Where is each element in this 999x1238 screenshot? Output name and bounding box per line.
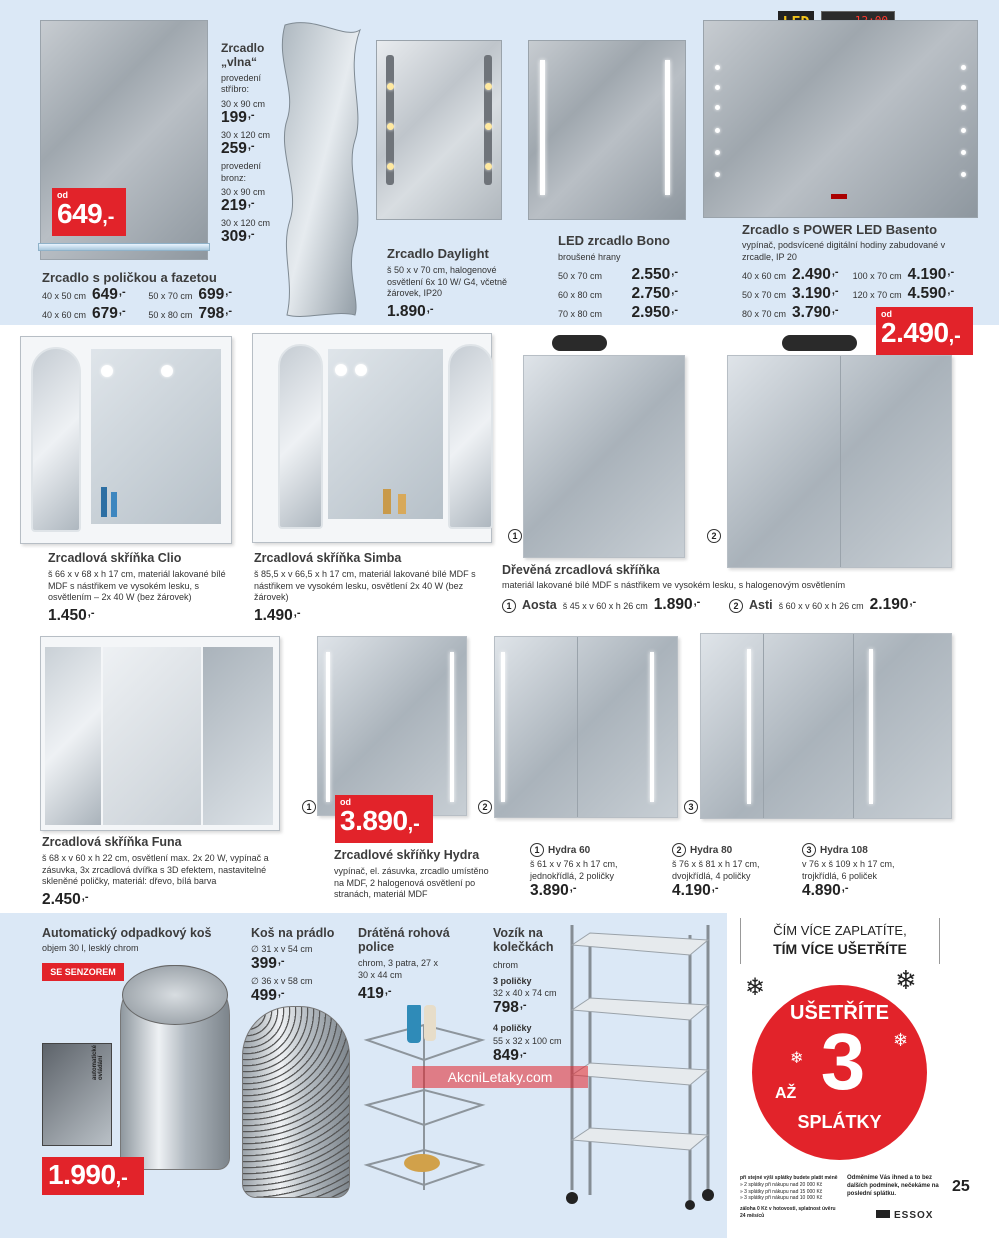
clio-cabinet-image [20, 336, 232, 544]
size-label: 40 x 50 cm [42, 291, 87, 301]
price-tag[interactable]: od 3.890,- [335, 795, 433, 843]
variant-name: Hydra 80 [690, 845, 733, 856]
variant-name: Aosta [522, 598, 557, 612]
variant-description: š 76 x š 81 x h 17 cm, dvojkřídlá, 4 poličky [672, 859, 760, 881]
hydra-variant [802, 843, 932, 900]
size-price: 3.790 ,- [792, 304, 839, 322]
fine-print [740, 1175, 840, 1220]
snowflake-icon: ❄ [745, 974, 766, 1001]
variant-price: 1.890 ,- [654, 596, 701, 614]
product-title: Zrcadlové skříňky Hydra [334, 848, 480, 862]
product-description: chrom, 3 patra, 27 x 30 x 44 cm [358, 958, 439, 980]
size-price: 499 ,- [251, 987, 285, 1005]
tag-price: 1.990 [48, 1159, 116, 1190]
option-price: 849 ,- [493, 1047, 527, 1065]
product-title: Zrcadlová skříňka Funa [42, 835, 182, 849]
size-price: 309 ,- [221, 228, 283, 246]
reward-text: Odměníme Vás ihned a to bez dalších podmínek, nečekáme na poslední splátku. [847, 1175, 939, 1197]
glass-shelf [38, 243, 210, 251]
simba-cabinet-image [252, 333, 492, 543]
product-title: Zrcadlová skříňka Simba [254, 551, 402, 565]
product-price: 1.890 ,- [387, 303, 434, 321]
size-option [853, 285, 955, 303]
size-label: 50 x 70 cm [148, 291, 193, 301]
size-label: 60 x 80 cm [558, 290, 603, 300]
size-price: 2.490 ,- [792, 266, 839, 284]
led-strip [665, 60, 670, 195]
size-price: 3.190 ,- [792, 285, 839, 303]
fine-line: při stejné výši splátky budete platit méně [740, 1175, 838, 1181]
snowflake-icon: ❄ [895, 965, 917, 995]
product-title: Dřevěná zrcadlová skříňka [502, 563, 660, 577]
size-option [742, 266, 839, 284]
promo-number: 3 [820, 1017, 866, 1106]
size-price: 699 ,- [198, 286, 232, 304]
option-label: 4 poličky [493, 1023, 532, 1033]
promo-upto: AŽ [775, 1085, 797, 1102]
cart-image [560, 915, 720, 1210]
promo-line1: ČÍM VÍCE ZAPLATÍTE, [773, 923, 907, 938]
product-description: š 85,5 x v 66,5 x h 17 cm, materiál lakované bílé MDF s nástřikem ve vysokém lesku, osvětlení 2x 40 W (bez žárovek) [254, 569, 476, 603]
size-price: 4.190 ,- [908, 266, 955, 284]
number-marker: 1 [530, 843, 544, 857]
product-title: Zrcadlo Daylight [387, 246, 489, 261]
product-info [221, 42, 283, 246]
od-label: od [881, 309, 892, 319]
variant-dimensions: š 45 x v 60 x h 26 cm [562, 601, 648, 611]
product-title: Koš na prádlo [251, 926, 335, 940]
product-title: Zrcadlo [221, 41, 265, 55]
option-dimensions: 55 x 32 x 100 cm [493, 1036, 562, 1046]
size-label: 50 x 80 cm [148, 310, 193, 320]
size-label: 100 x 70 cm [852, 271, 902, 281]
inset-caption: automatické ovládání [92, 1044, 104, 1080]
led-strip [540, 60, 545, 195]
variant-asti [729, 596, 916, 614]
size-price: 399 ,- [251, 955, 285, 973]
hydra-108-image [700, 633, 952, 819]
size-label: 30 x 120 cm [221, 129, 271, 140]
product-description: vypínač, el. zásuvka, zrcadlo umístěno na MDF, 2 halogenová osvětlení po stranách, materiál MDF [334, 866, 489, 900]
halogen-lights [380, 55, 498, 200]
size-price: 798 ,- [198, 305, 232, 323]
tag-price: 649 [57, 198, 103, 229]
product-description: materiál lakované bílé MDF s nástřikem ve vysokém lesku, s halogenovým osvětlením [502, 580, 846, 590]
lamp-icon [552, 335, 607, 351]
product-description: chrom [493, 960, 519, 970]
number-marker: 2 [729, 599, 743, 613]
variant-price: 2.190 ,- [870, 596, 917, 614]
essox-mark-icon [876, 1210, 890, 1218]
price-tag[interactable]: 1.990,- [42, 1157, 144, 1195]
size-option [558, 304, 678, 322]
hydra-variant [530, 843, 660, 900]
size-label: 40 x 60 cm [742, 271, 787, 281]
size-price: 4.590 ,- [908, 285, 955, 303]
bono-mirror-image [528, 40, 686, 220]
size-option [742, 304, 839, 322]
size-label: 80 x 70 cm [742, 309, 787, 319]
hydra-variant [672, 843, 792, 900]
essox-logo [876, 1210, 933, 1221]
variant-aosta [502, 596, 700, 614]
size-label: 120 x 70 cm [852, 290, 902, 300]
fine-line: » 3 splátky při nákupu nad 10 000 Kč [740, 1195, 823, 1202]
size-price: 199 ,- [221, 109, 283, 127]
led-dots [703, 20, 978, 218]
variant-name: Hydra 60 [548, 845, 591, 856]
number-marker: 2 [707, 529, 721, 543]
number-marker: 1 [502, 599, 516, 613]
product-title: Zrcadlo s poličkou a fazetou [42, 270, 217, 285]
promo-save: UŠETŘÍTE [790, 1002, 889, 1024]
size-price: 649 ,- [92, 286, 126, 304]
tag-price: 2.490 [881, 317, 949, 348]
size-option [42, 305, 126, 323]
product-title: LED zrcadlo Bono [558, 233, 670, 248]
lamp-icon [782, 335, 857, 351]
size-option [742, 285, 839, 303]
size-option [148, 286, 232, 304]
od-label: od [340, 797, 351, 807]
size-label: 30 x 90 cm [221, 187, 266, 198]
number-marker: 3 [684, 800, 698, 814]
size-list [42, 286, 242, 323]
size-label: 50 x 70 cm [558, 271, 603, 281]
product-title: Vozík na kolečkách [493, 926, 554, 955]
product-description: broušené hrany [558, 252, 621, 262]
size-price: 259 ,- [221, 140, 283, 158]
variant-price: 4.890 ,- [802, 882, 932, 900]
size-label: ∅ 31 x v 54 cm [251, 944, 313, 954]
size-label: ∅ 36 x v 58 cm [251, 976, 313, 986]
size-label: 40 x 60 cm [42, 310, 87, 320]
corner-shelf-image [362, 1005, 487, 1195]
size-price: 2.750 ,- [631, 285, 678, 303]
fine-line: záloha 0 Kč v hotovosti, splatnost úvěru 24 měsíců [740, 1206, 836, 1219]
aosta-cabinet-image [523, 355, 685, 558]
asti-cabinet-image [727, 355, 952, 568]
product-title: Automatický odpadkový koš [42, 926, 212, 940]
variant-name: Hydra 108 [820, 845, 868, 856]
fine-line: » 2 splátky při nákupu nad 20 000 Kč [740, 1181, 823, 1188]
product-title: Drátěná rohová police [358, 926, 450, 955]
snowflake-icon: ❄ [893, 1030, 909, 1050]
variant-price: 3.890 ,- [530, 882, 660, 900]
product-price: 419 ,- [358, 985, 392, 1003]
number-marker: 2 [672, 843, 686, 857]
size-price: 2.550 ,- [631, 266, 678, 284]
watermark: AkcniLetaky.com [412, 1066, 588, 1088]
option-price: 798 ,- [493, 999, 527, 1017]
size-price: 679 ,- [92, 305, 126, 323]
variant-label: provedení bronz: [221, 160, 262, 183]
funa-cabinet-image [40, 636, 280, 831]
basket-image [242, 1006, 350, 1198]
product-subtitle: „vlna“ [221, 54, 258, 69]
size-list [558, 266, 678, 322]
promo-split: SPLÁTKY [797, 1112, 882, 1132]
bin-lid [122, 965, 228, 1025]
tag-price: 3.890 [340, 805, 408, 836]
size-price: 219 ,- [221, 197, 283, 215]
variant-label: provedení stříbro: [221, 72, 262, 95]
page-number: 25 [952, 1178, 970, 1195]
size-option [148, 305, 232, 323]
option-dimensions: 32 x 40 x 74 cm [493, 988, 557, 998]
size-label: 50 x 70 cm [742, 290, 787, 300]
price-tag[interactable]: od 2.490,- [876, 307, 973, 355]
variant-dimensions: š 60 x v 60 x h 26 cm [778, 601, 864, 611]
size-price: 2.950 ,- [631, 304, 678, 322]
variant-description: v 76 x š 109 x h 17 cm, trojkřídlá, 6 poliček [802, 859, 895, 881]
product-description: objem 30 l, lesklý chrom [42, 943, 139, 953]
fine-line: » 3 splátky při nákupu nad 15 000 Kč [740, 1188, 823, 1195]
size-label: 30 x 90 cm [221, 98, 266, 109]
option-label: 3 poličky [493, 976, 532, 986]
product-price: 1.450 ,- [48, 607, 95, 625]
sensor-badge: SE SENZOREM [42, 963, 124, 981]
size-label: 70 x 80 cm [558, 309, 603, 319]
snowflake-icon: ❄ [790, 1050, 804, 1067]
variant-description: š 61 x v 76 x h 17 cm, jednokřídlá, 2 poličky [530, 859, 618, 881]
hydra-80-image [494, 636, 678, 818]
number-marker: 2 [478, 800, 492, 814]
product-title: Zrcadlová skříňka Clio [48, 551, 182, 565]
wave-mirror-image [275, 20, 367, 320]
product-description: š 50 x v 70 cm, halogenové osvětlení 6x 10 W/ G4, včetně žárovek, IP20 [387, 265, 508, 299]
promo-line2: TÍM VÍCE UŠETŘÍTE [773, 941, 907, 957]
size-option [42, 286, 126, 304]
number-marker: 3 [802, 843, 816, 857]
price-tag[interactable]: od 649,- [52, 188, 126, 236]
product-price: 2.450 ,- [42, 891, 89, 909]
product-description: š 66 x v 68 x h 17 cm, materiál lakované bílé MDF s nástřikem ve vysokém lesku, s osvětlením – 2x 40 W (bez žárovek) [48, 569, 226, 603]
brand-name: ESSOX [894, 1210, 934, 1221]
product-description: vypínač, podsvícené digitální hodiny zabudované v zrcadle, IP 20 [742, 240, 946, 262]
size-option [853, 266, 955, 284]
variant-price: 4.190 ,- [672, 882, 792, 900]
size-option [558, 285, 678, 303]
od-label: od [57, 190, 68, 200]
size-option [558, 266, 678, 284]
hydra-60-image [317, 636, 467, 816]
number-marker: 1 [508, 529, 522, 543]
variant-name: Asti [749, 598, 773, 612]
product-description: š 68 x v 60 x h 22 cm, osvětlení max. 2x 20 W, vypínač a zásuvka, 3x zrcadlová dvířka s 3D efektem, nastavitelné skleněné poličky, materiál: dřevo, bílá barva [42, 853, 269, 887]
number-marker: 1 [302, 800, 316, 814]
product-title: Zrcadlo s POWER LED Basento [742, 222, 938, 237]
product-price: 1.490 ,- [254, 607, 301, 625]
size-label: 30 x 120 cm [221, 218, 271, 229]
